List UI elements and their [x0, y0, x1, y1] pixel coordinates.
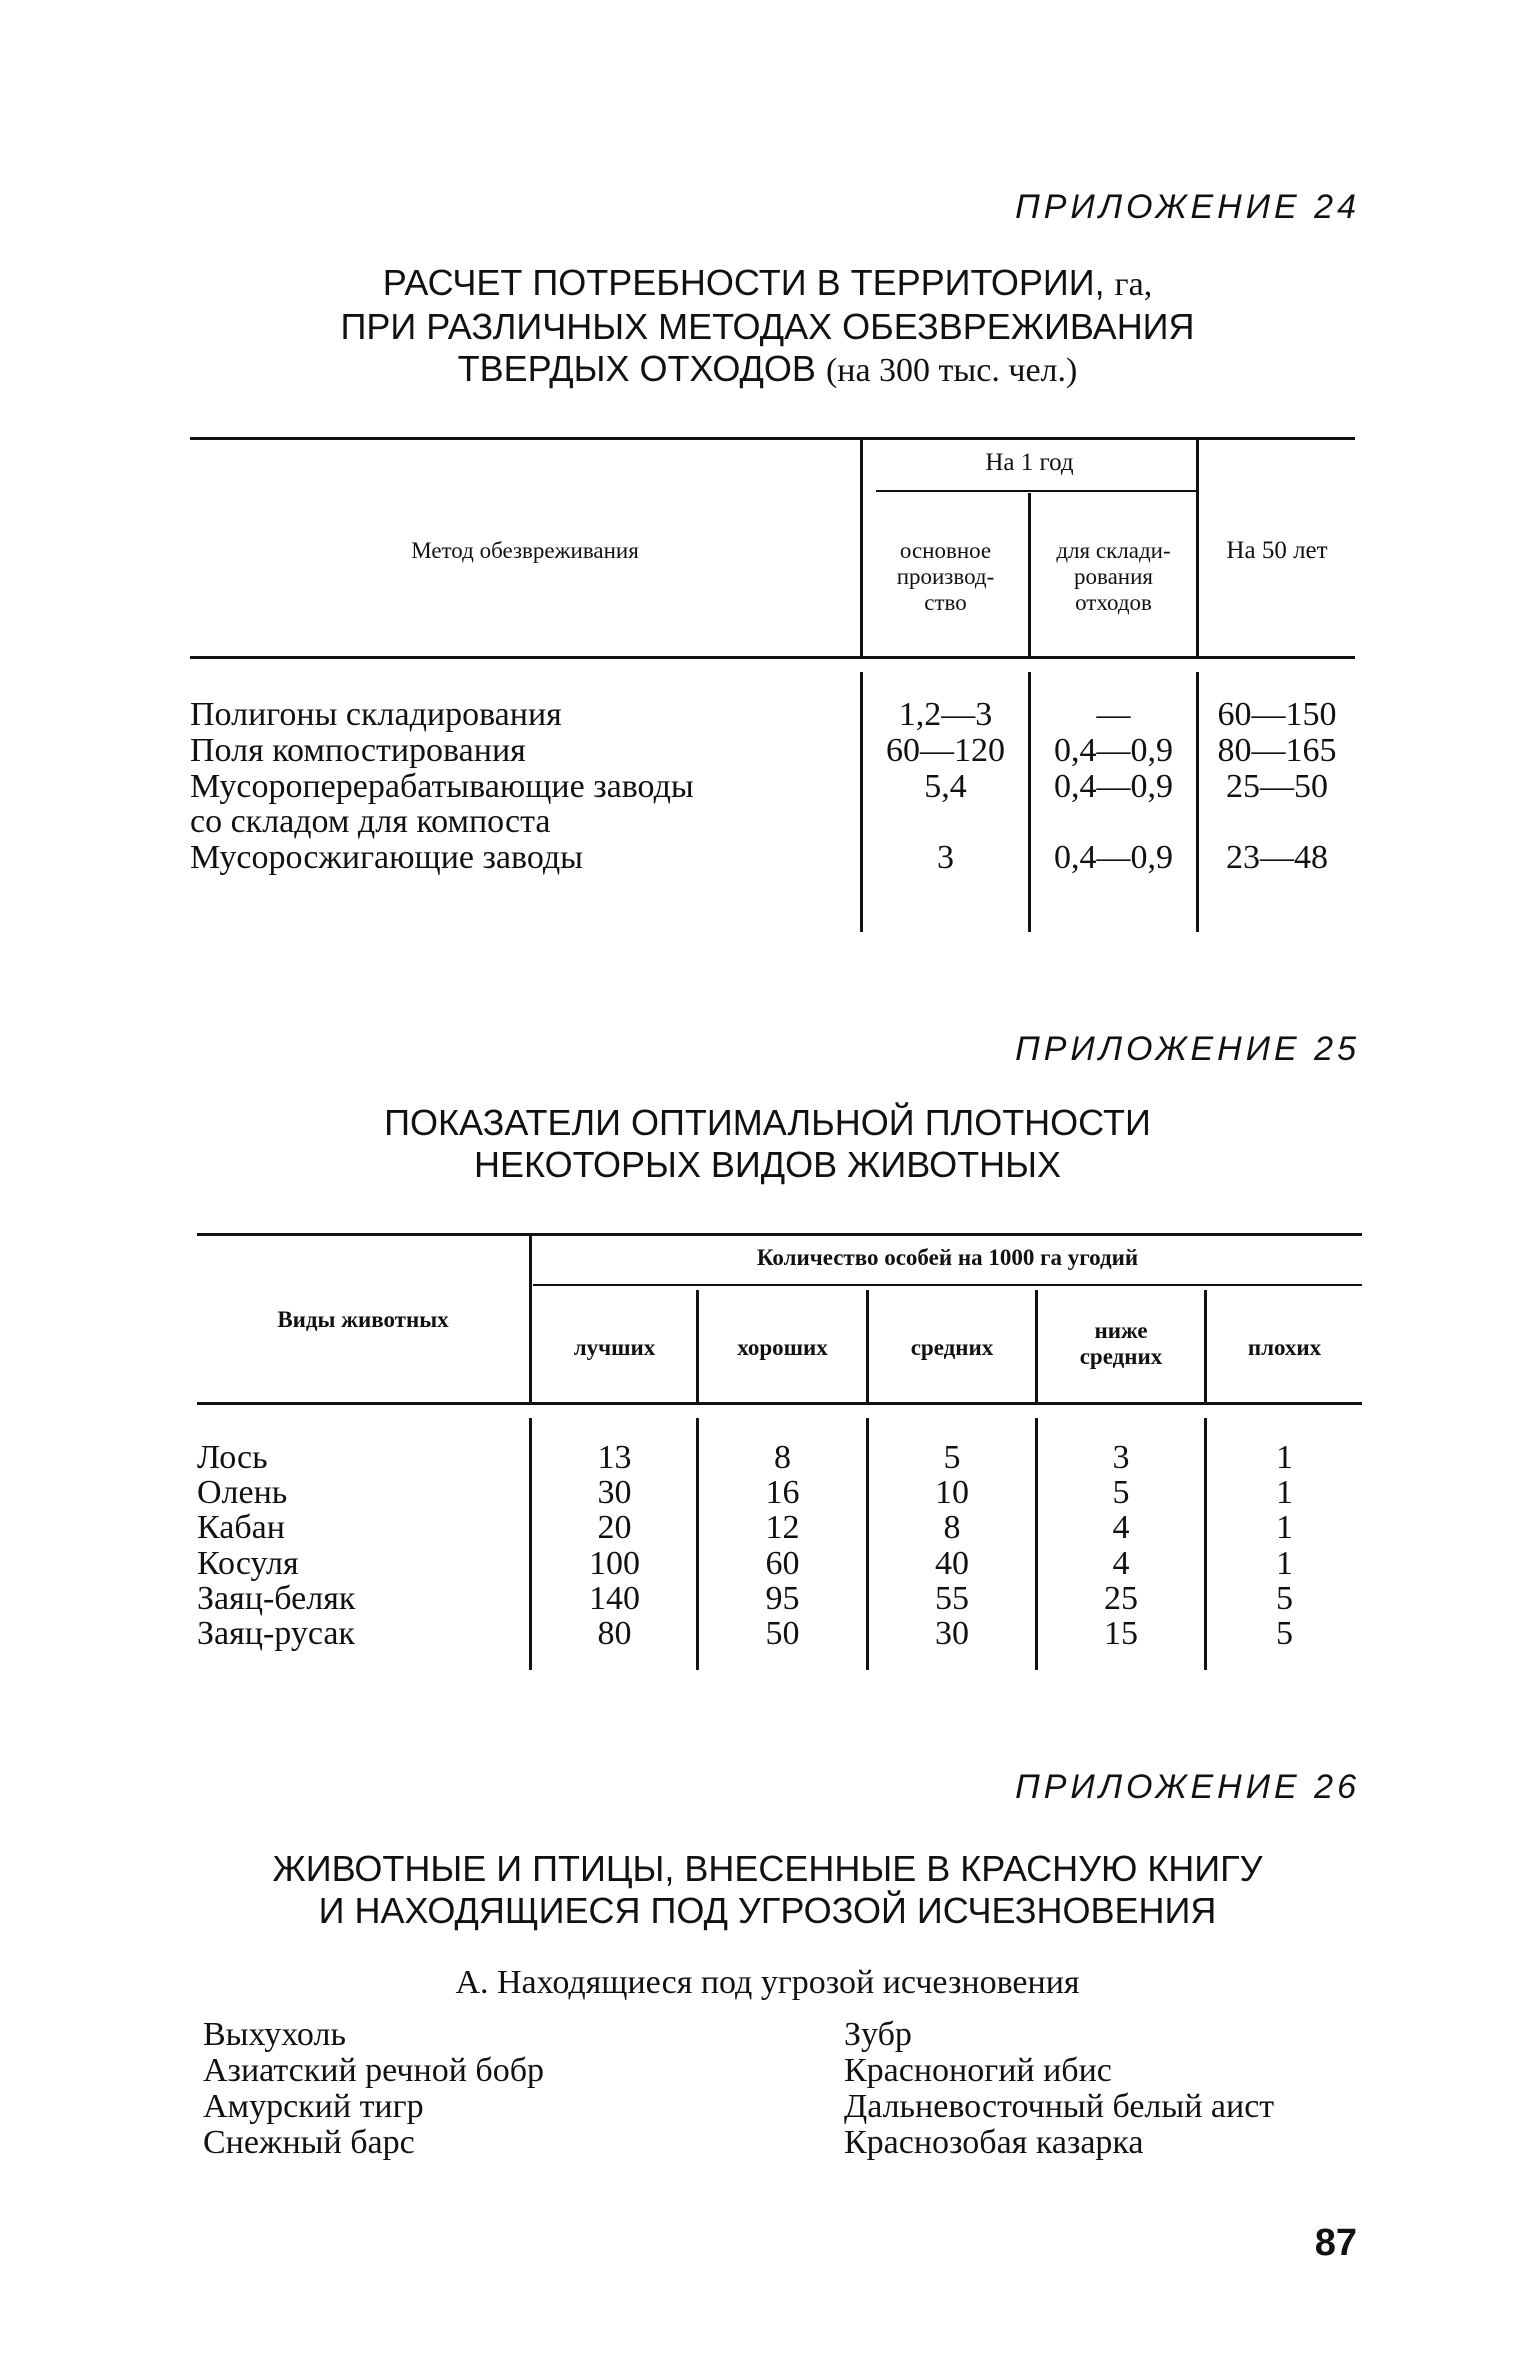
table24-top-rule [190, 437, 1355, 440]
header-average: средних [910, 1335, 994, 1360]
header-per-year: На 1 год [985, 449, 1074, 476]
appendix-26-label: ПРИЛОЖЕНИЕ 26 [1015, 1768, 1360, 1806]
title-line-3: ТВЕРДЫХ ОТХОДОВ [457, 348, 816, 389]
header-good: хороших [737, 1335, 828, 1360]
appendix-26-subtitle: А. Находящиеся под угрозой исчезновения [455, 1964, 1080, 2001]
table25-body-divider-0 [529, 1418, 532, 1670]
table25-subgroup-rule [533, 1284, 1362, 1286]
list-item: Зубр [844, 2016, 912, 2053]
appendix-26-title: ЖИВОТНЫЕ И ПТИЦЫ, ВНЕСЕННЫЕ В КРАСНУЮ КНИГУ И НАХОДЯЩИЕСЯ ПОД УГРОЗОЙ ИСЧЕЗНОВЕНИЯ [272, 1848, 1263, 1931]
header-method: Метод обезвреживания [411, 538, 639, 563]
list-item: Краснозобая казарка [844, 2124, 1144, 2161]
header-count-group: Количество особей на 1000 га угодий [756, 1245, 1139, 1270]
header-per-50-years: На 50 лет [1226, 537, 1328, 564]
table25-species-divider [529, 1236, 532, 1404]
table24-subgroup-rule [876, 490, 1198, 492]
page-number: 87 [1314, 2222, 1357, 2264]
table25-header-rule [197, 1402, 1362, 1405]
table25-top-rule [197, 1233, 1362, 1236]
title-population: (на 300 тыс. чел.) [825, 352, 1078, 389]
title-line-1: РАСЧЕТ ПОТРЕБНОСТИ В ТЕРРИТОРИИ, [382, 262, 1105, 303]
list-item: Снежный барс [203, 2124, 415, 2161]
appendix-24-title [0, 262, 1535, 392]
header-main-production: основное производ- ство [896, 538, 995, 615]
list-item: Красноногий ибис [844, 2052, 1112, 2089]
header-best: лучших [573, 1335, 656, 1360]
header-species: Виды животных [277, 1307, 449, 1332]
page: ПРИЛОЖЕНИЕ 24 РАСЧЕТ ПОТРЕБНОСТИ В ТЕРРИТОРИИ, га, ПРИ РАЗЛИЧНЫХ МЕТОДАХ ОБЕЗВРЕЖИВАНИЯ ТВЕРДЫХ ОТХОДОВ (на 300 тыс. чел.) Метод обезвреживания На 1 год основное производ- ство для склади- рования отходов На 50 лет Полигоны складирования 1,2—3 — 60—150 Поля компостирования 60—120 0,4—0,9 80—165 Мусороперерабатывающие заводы 5,4 0,4—0,9 25—50 со складом для компоста Мусоросжигающие заводы 3 0,4—0,9 23—48 ПРИЛОЖЕНИЕ 25 ПОКАЗАТЕЛИ ОПТИМАЛЬНОЙ ПЛОТНОСТИ НЕКОТОРЫХ ВИДОВ ЖИВОТНЫХ Виды животных Количество особей на 1000 га угодий лучших хороших средних ниже средних плохих Лось 13 8 5 3 1 Олень 30 16 10 5 1 Кабан 20 12 8 4 1 Косуля 100 60 40 4 1 Заяц-беляк 140 95 55 25 5 Заяц-русак 80 50 30 15 5 ПРИЛОЖЕНИЕ 26 ЖИВОТНЫЕ И ПТИЦЫ, ВНЕСЕННЫЕ В КРАСНУЮ КНИГУ И НАХОДЯЩИЕСЯ ПОД УГРОЗОЙ ИСЧЕЗНОВЕНИЯ А. Находящиеся под угрозой исчезновения Выхухоль Азиатский речной бобр Амурский тигр Снежный барс Зубр Красноногий ибис Дальневосточный белый аист Краснозобая казарка 87 [0, 0, 1535, 2363]
list-item: Выхухоль [203, 2016, 346, 2053]
table24-header-rule [190, 656, 1355, 659]
header-poor: плохих [1247, 1335, 1322, 1360]
header-below-average: ниже средних [1079, 1318, 1163, 1369]
title-unit: га, [1114, 266, 1153, 303]
header-storage: для склади- рования отходов [1056, 538, 1171, 615]
list-item: Амурский тигр [203, 2088, 424, 2125]
title-line-2: ПРИ РАЗЛИЧНЫХ МЕТОДАХ ОБЕЗВРЕЖИВАНИЯ [340, 306, 1195, 347]
appendix-25-label: ПРИЛОЖЕНИЕ 25 [1015, 1030, 1360, 1068]
list-item: Азиатский речной бобр [203, 2052, 544, 2089]
appendix-25-title: ПОКАЗАТЕЛИ ОПТИМАЛЬНОЙ ПЛОТНОСТИ НЕКОТОРЫХ ВИДОВ ЖИВОТНЫХ [384, 1102, 1151, 1185]
list-item: Дальневосточный белый аист [844, 2088, 1275, 2125]
appendix-24-label: ПРИЛОЖЕНИЕ 24 [1015, 188, 1360, 226]
